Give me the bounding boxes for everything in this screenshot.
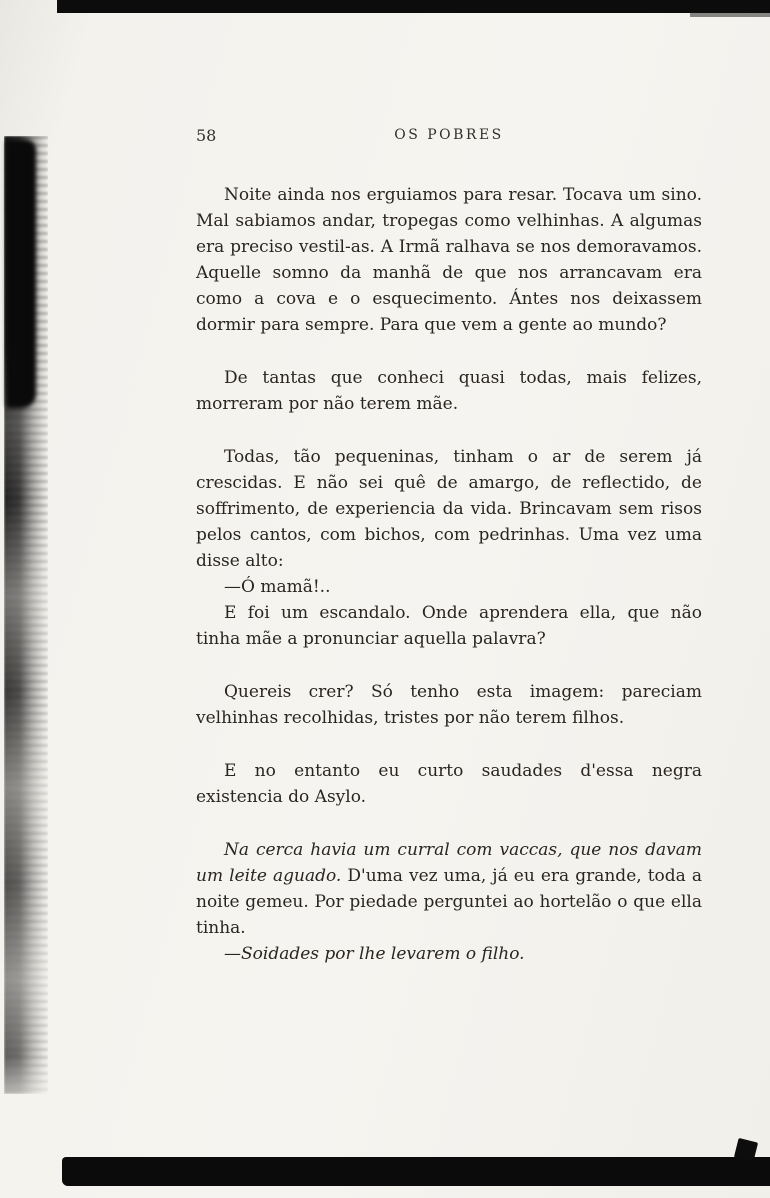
text-block (196, 182, 702, 967)
paragraph-4: E foi um escandalo. Onde aprendera ella, que não tinha mãe a pronunciar aquella palavra? (196, 603, 702, 649)
paragraph-5: Quereis crer? Só tenho esta imagem: pareciam velhinhas recolhidas, tristes por não terem filhos. (196, 682, 702, 728)
dialogue-line-2: —Soidades por lhe levarem o filho. (224, 944, 525, 964)
paragraph-1: Noite ainda nos erguiamos para resar. Tocava um sino. Mal sabiamos andar, tropegas como velhinhas. A algumas era preciso vestil-as. A Irmã ralhava se nos demoravamos. Aquelle somno da manhã de que nos arrancavam era como a cova e o esquecimento. Ántes nos deixassem dormir para sempre. Para que vem a gente ao mundo? (196, 185, 702, 335)
paragraph-2: De tantas que conheci quasi todas, mais felizes, morreram por não terem mãe. (196, 368, 702, 414)
page-header (196, 126, 702, 148)
running-title: OS POBRES (394, 127, 504, 143)
paragraph-7-italic-lead: Na cerca havia um curral com vaccas, que nos davam um leite aguado. (196, 840, 702, 886)
paragraph-6: E no entanto eu curto saudades d'essa negra existencia do Asylo. (196, 761, 702, 807)
scan-artifact-left-smear-dark (6, 140, 36, 408)
scan-artifact-top-bar (57, 0, 770, 13)
dialogue-line-1: —Ó mamã!.. (224, 577, 331, 597)
paragraph-7 (196, 837, 702, 941)
paragraph-7-rest: D'uma vez uma, já eu era grande, toda a noite gemeu. Por piedade perguntei ao hortelão o que ella tinha. (196, 866, 702, 938)
page-number: 58 (196, 126, 217, 145)
scan-artifact-bottom-bar (62, 1157, 770, 1186)
paragraph-3: Todas, tão pequeninas, tinham o ar de serem já crescidas. E não sei quê de amargo, de reflectido, de soffrimento, de experiencia da vida. Brincavam sem risos pelos cantos, com bichos, com pedrinhas. Uma vez uma disse alto: (196, 447, 702, 571)
